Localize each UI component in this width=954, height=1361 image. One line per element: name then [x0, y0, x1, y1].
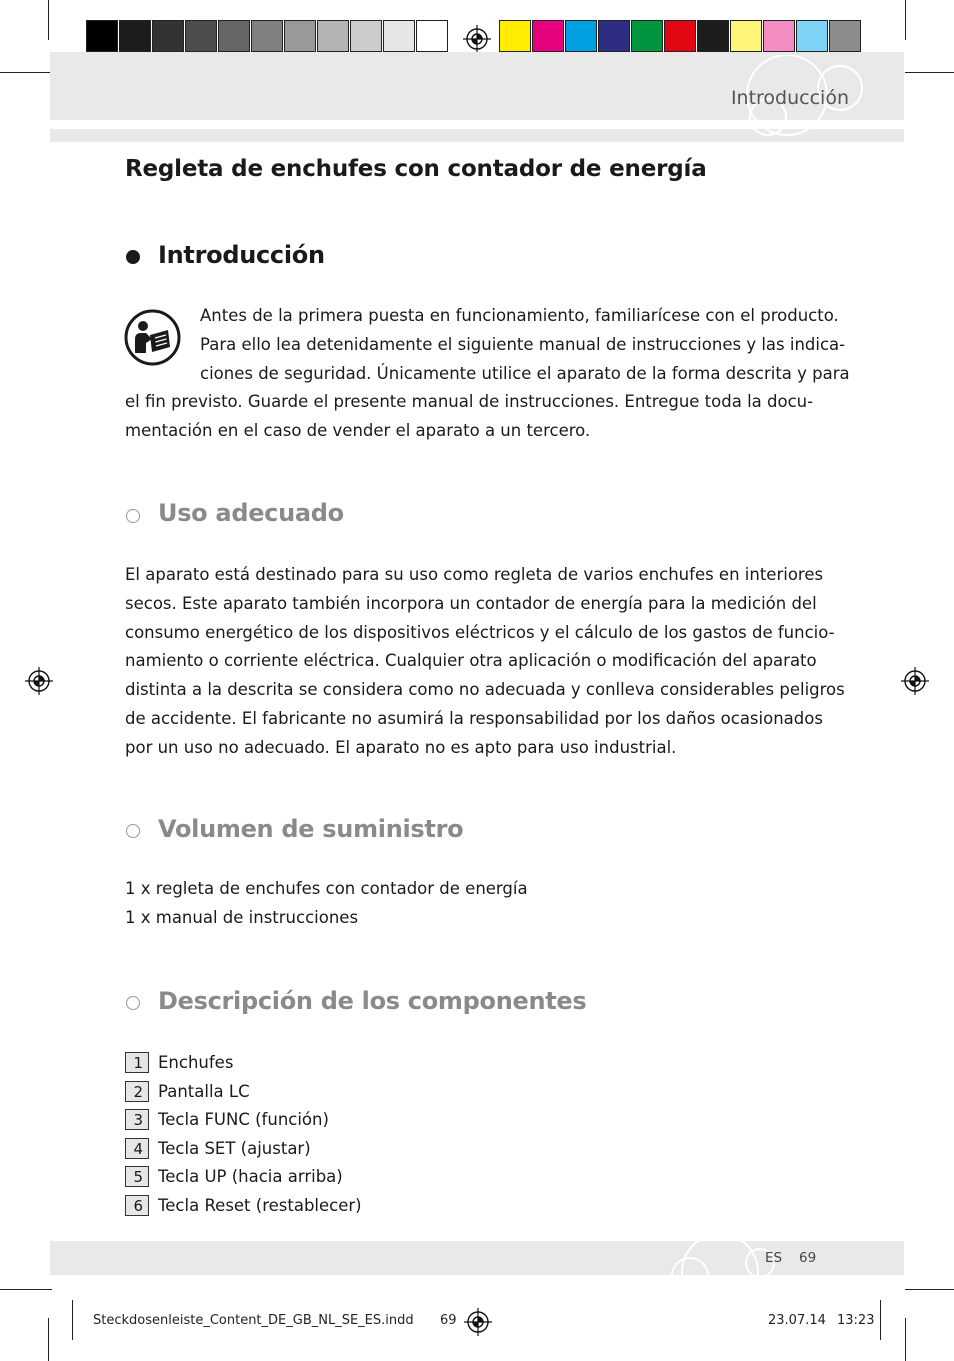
document-title: Regleta de enchufes con contador de energía [125, 156, 707, 182]
component-number: 3 [125, 1109, 149, 1130]
component-label: Tecla UP (hacia arriba) [158, 1166, 343, 1186]
component-label: Tecla FUNC (función) [158, 1109, 329, 1129]
process-color-swatch [763, 20, 795, 52]
grayscale-swatch [86, 20, 118, 52]
process-color-swatch [730, 20, 762, 52]
slug-date: 23.07.14 [768, 1313, 826, 1328]
crop-mark [0, 1289, 52, 1290]
text-line: ciones de seguridad. Únicamente utilice el aparato de la forma descrita y para [200, 363, 850, 383]
crop-mark [880, 1300, 881, 1340]
grayscale-color-bar [86, 20, 448, 54]
text-line: distinta a la descrita se considera como no adecuada y conlleva considerables peligros [125, 680, 845, 700]
grayscale-swatch [185, 20, 217, 52]
text-line: por un uso no adecuado. El aparato no es apto para uso industrial. [125, 737, 677, 757]
registration-mark-icon [901, 667, 929, 695]
text-line: El aparato está destinado para su uso como regleta de varios enchufes en interiores [125, 565, 824, 584]
text-line: de accidente. El fabricante no asumirá la responsabilidad por los daños ocasionados [125, 708, 823, 728]
process-color-bar [499, 20, 861, 54]
grayscale-swatch [383, 20, 415, 52]
text-line: secos. Este aparato también incorpora un contador de energía para la medición del [125, 593, 817, 613]
grayscale-swatch [152, 20, 184, 52]
heading-volumen: Volumen de suministro [158, 815, 464, 843]
supply-item: 1 x regleta de enchufes con contador de energía [125, 879, 528, 898]
registration-mark-icon [464, 1308, 492, 1336]
supply-item: 1 x manual de instrucciones [125, 908, 359, 927]
component-row [125, 1080, 250, 1102]
section-bullet-icon [126, 509, 140, 523]
text-line: Para ello lea detenidamente el siguiente manual de instrucciones y las indica- [200, 334, 846, 354]
component-number: 2 [125, 1081, 149, 1102]
component-row [125, 1137, 311, 1159]
registration-mark-icon [463, 25, 491, 53]
crop-mark [905, 0, 906, 40]
crop-mark [48, 1318, 49, 1361]
crop-mark [905, 1289, 954, 1290]
crop-mark [905, 72, 954, 73]
registration-mark-icon [25, 667, 53, 695]
process-color-swatch [565, 20, 597, 52]
section-bullet-icon [126, 250, 140, 264]
component-label: Enchufes [158, 1052, 234, 1072]
text-line: mentación en el caso de vender el aparato a un tercero. [125, 421, 591, 441]
component-number: 4 [125, 1138, 149, 1159]
grayscale-swatch [119, 20, 151, 52]
uso-paragraph [125, 561, 845, 763]
process-color-swatch [631, 20, 663, 52]
heading-componentes: Descripción de los componentes [158, 987, 587, 1015]
heading-uso-adecuado: Uso adecuado [158, 499, 344, 527]
component-number: 6 [125, 1195, 149, 1216]
component-label: Tecla Reset (restablecer) [158, 1195, 362, 1215]
grayscale-swatch [416, 20, 448, 52]
component-row [125, 1051, 233, 1073]
decorative-circles-icon [668, 1228, 778, 1275]
slug-filename: Steckdosenleiste_Content_DE_GB_NL_SE_ES.indd [93, 1313, 414, 1328]
component-row [125, 1194, 362, 1216]
section-bullet-icon [126, 824, 140, 838]
component-row [125, 1108, 329, 1130]
text-line: Antes de la primera puesta en funcionamiento, familiarícese con el producto. [200, 306, 839, 325]
section-bullet-icon [126, 996, 140, 1010]
footer-language: ES [765, 1250, 783, 1266]
slug-page: 69 [440, 1313, 457, 1328]
grayscale-swatch [350, 20, 382, 52]
heading-introduccion: Introducción [158, 241, 325, 269]
component-label: Tecla SET (ajustar) [158, 1138, 311, 1158]
process-color-swatch [598, 20, 630, 52]
component-number: 1 [125, 1052, 149, 1073]
text-line: consumo energético de los dispositivos eléctricos y el cálculo de los gastos de funcio- [125, 622, 835, 642]
process-color-swatch [499, 20, 531, 52]
process-color-swatch [532, 20, 564, 52]
component-label: Pantalla LC [158, 1081, 250, 1101]
crop-mark [72, 1300, 73, 1340]
grayscale-swatch [317, 20, 349, 52]
grayscale-swatch [284, 20, 316, 52]
component-row [125, 1165, 343, 1187]
process-color-swatch [697, 20, 729, 52]
header-section-label: Introducción [730, 87, 849, 109]
crop-mark [0, 72, 52, 73]
intro-paragraph [125, 302, 850, 446]
process-color-swatch [829, 20, 861, 52]
slug-time: 13:23 [837, 1313, 875, 1328]
grayscale-swatch [218, 20, 250, 52]
grayscale-swatch [251, 20, 283, 52]
process-color-swatch [664, 20, 696, 52]
crop-mark [48, 0, 49, 40]
footer-page-number: 69 [799, 1250, 817, 1266]
component-number: 5 [125, 1166, 149, 1187]
text-line: el fin previsto. Guarde el presente manual de instrucciones. Entregue toda la docu- [125, 392, 814, 412]
process-color-swatch [796, 20, 828, 52]
crop-mark [905, 1318, 906, 1361]
text-line: namiento o corriente eléctrica. Cualquier otra aplicación o modificación del aparato [125, 651, 817, 671]
